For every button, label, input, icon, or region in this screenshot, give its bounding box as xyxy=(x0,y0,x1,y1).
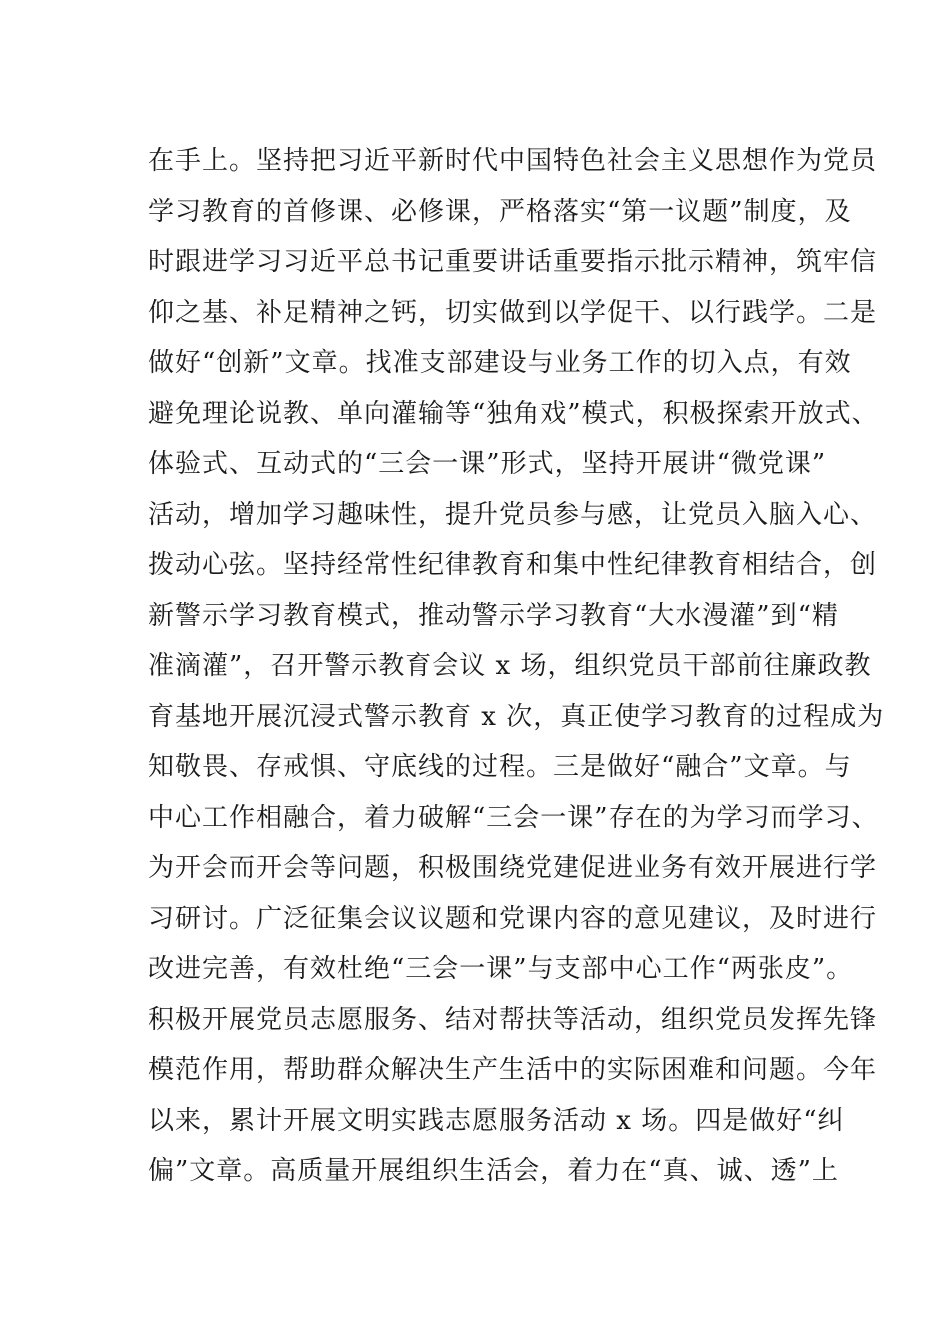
text-line: 时跟进学习习近平总书记重要讲话重要指示批示精神，筑牢信 xyxy=(148,247,878,277)
text-line: 避免理论说教、单向灌输等“独角戏”模式，积极探索开放式、 xyxy=(148,398,879,429)
text-line: 改进完善，有效杜绝“三会一课”与支部中心工作“两张皮”。 xyxy=(148,954,854,984)
text-line: 活动，增加学习趣味性，提升党员参与感，让党员入脑入心、 xyxy=(148,499,878,530)
text-line: 新警示学习教育模式，推动警示学习教育“大水漫灌”到“精 xyxy=(148,600,839,631)
text-line: 做好“创新”文章。找准支部建设与业务工作的切入点，有效 xyxy=(148,348,852,378)
text-line: 准滴灌”，召开警示教育会议 x 场，组织党员干部前往廉政教 xyxy=(148,651,872,681)
text-line: 仰之基、补足精神之钙，切实做到以学促干、以行践学。二是 xyxy=(148,297,878,328)
text-line: 体验式、互动式的“三会一课”形式，坚持开展讲“微党课” xyxy=(148,449,827,479)
text-line: 知敬畏、存戒惧、守底线的过程。三是做好“融合”文章。与 xyxy=(148,752,852,782)
text-line: 以来，累计开展文明实践志愿服务活动 x 场。四是做好“纠 xyxy=(148,1105,845,1136)
text-line: 育基地开展沉浸式警示教育 x 次，真正使学习教育的过程成为 xyxy=(148,701,885,732)
text-line: 拨动心弦。坚持经常性纪律教育和集中性纪律教育相结合，创 xyxy=(148,550,878,580)
text-line: 在手上。坚持把习近平新时代中国特色社会主义思想作为党员 xyxy=(148,146,878,176)
text-line: 习研讨。广泛征集会议议题和党课内容的意见建议，及时进行 xyxy=(148,903,878,934)
text-line: 中心工作相融合，着力破解“三会一课”存在的为学习而学习、 xyxy=(148,802,879,833)
text-line: 学习教育的首修课、必修课，严格落实“第一议题”制度，及 xyxy=(148,196,852,227)
text-line: 为开会而开会等问题，积极围绕党建促进业务有效开展进行学 xyxy=(148,853,878,883)
body-text xyxy=(148,136,885,1197)
text-line: 模范作用，帮助群众解决生产生活中的实际困难和问题。今年 xyxy=(148,1055,878,1085)
text-line: 积极开展党员志愿服务、结对帮扶等活动，组织党员发挥先锋 xyxy=(148,1004,878,1035)
text-line: 偏”文章。高质量开展组织生活会，着力在“真、诚、透”上 xyxy=(148,1156,839,1186)
